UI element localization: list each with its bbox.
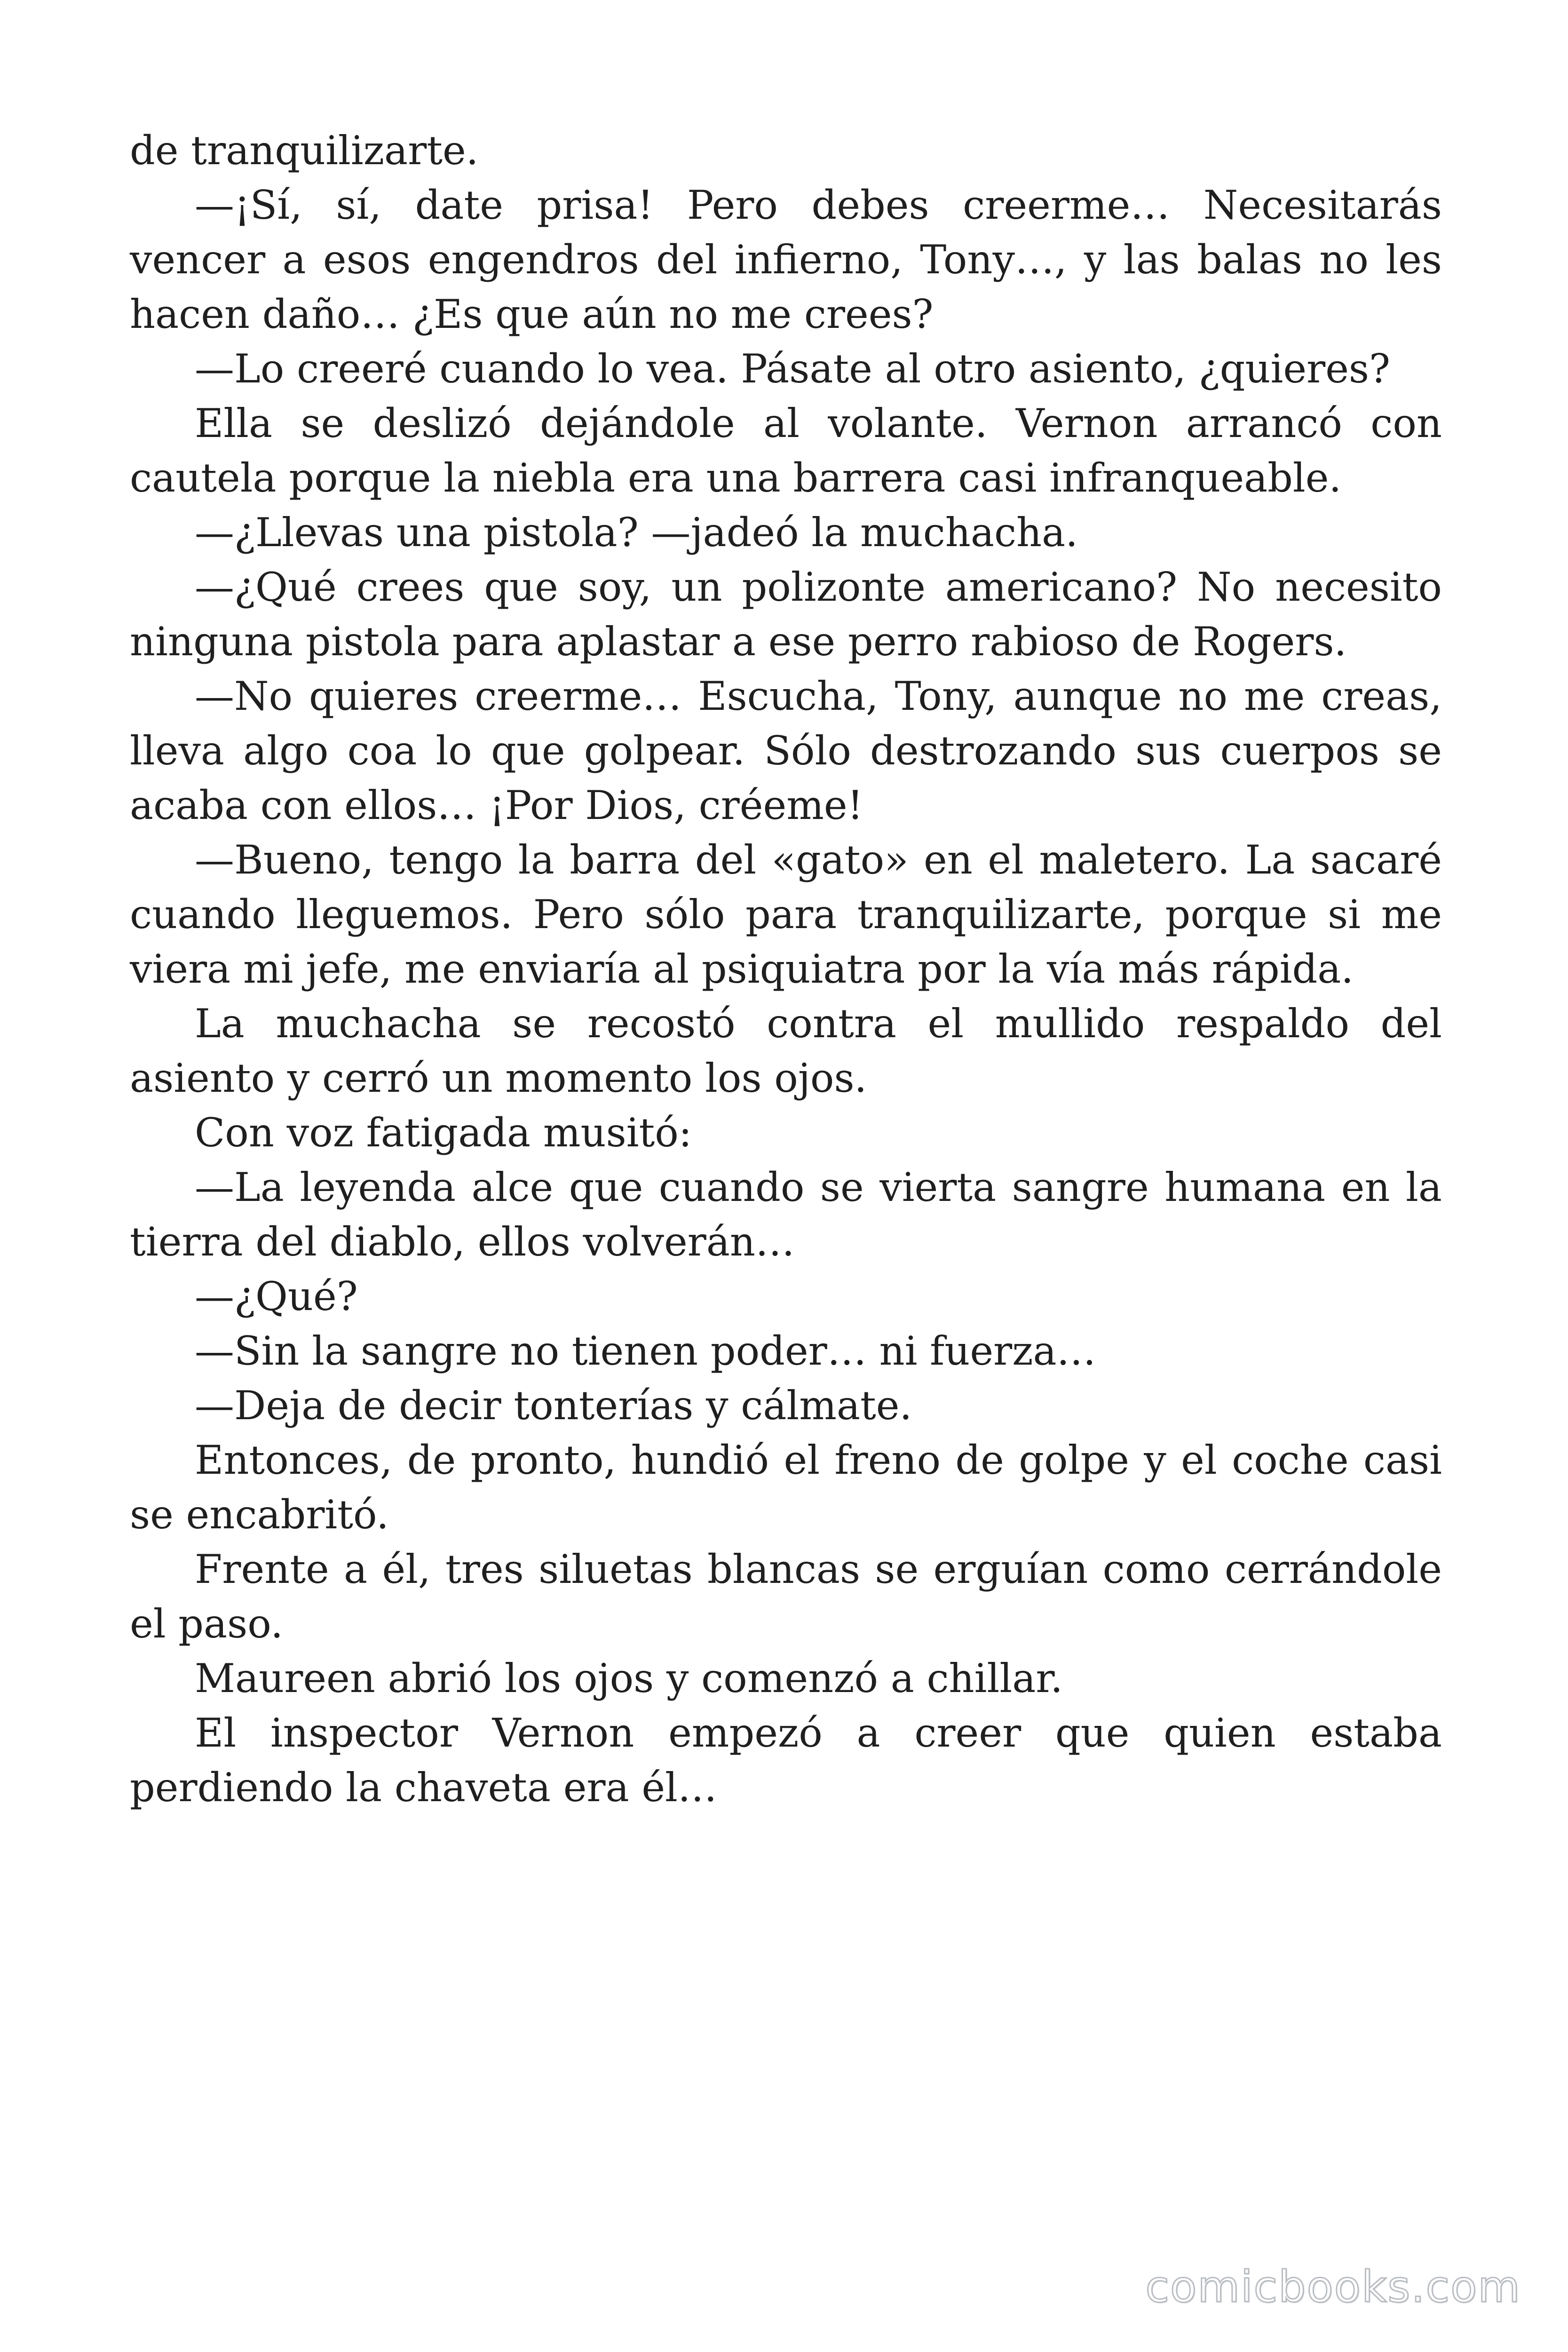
paragraph: Frente a él, tres siluetas blancas se erguían como cerrándole el paso.	[130, 1546, 1442, 1647]
paragraph: —¿Qué crees que soy, un polizonte americano? No necesito ninguna pistola para aplastar a ese perro rabioso de Rogers.	[130, 564, 1442, 665]
paragraph: Ella se deslizó dejándole al volante. Vernon arrancó con cautela porque la niebla era una barrera casi infranqueable.	[130, 400, 1442, 501]
paragraph: —¡Sí, sí, date prisa! Pero debes creerme… Necesitarás vencer a esos engendros del infierno, Tony…, y las balas no les hacen daño… ¿Es que aún no me crees?	[130, 182, 1442, 337]
paragraph: —No quieres creerme… Escucha, Tony, aunque no me creas, lleva algo coa lo que golpear. Sólo destrozando sus cuerpos se acaba con ellos… ¡Por Dios, créeme!	[130, 673, 1442, 828]
paragraph: de tranquilizarte.	[130, 127, 479, 174]
paragraph: —Lo creeré cuando lo vea. Pásate al otro asiento, ¿quieres?	[195, 346, 1391, 392]
paragraph: —¿Qué?	[195, 1273, 358, 1319]
watermark: comicbooks.com	[1145, 2262, 1521, 2312]
paragraph: Entonces, de pronto, hundió el freno de golpe y el coche casi se encabritó.	[130, 1437, 1442, 1538]
paragraph: Con voz fatigada musitó:	[195, 1110, 692, 1156]
paragraph: La muchacha se recostó contra el mullido respaldo del asiento y cerró un momento los ojos.	[130, 1001, 1442, 1101]
paragraph: —Sin la sangre no tienen poder… ni fuerza…	[195, 1328, 1096, 1374]
body-text	[130, 123, 1442, 1815]
paragraph: —La leyenda alce que cuando se vierta sangre humana en la tierra del diablo, ellos volverán…	[130, 1164, 1442, 1265]
paragraph: —Bueno, tengo la barra del «gato» en el maletero. La sacaré cuando lleguemos. Pero sólo para tranquilizarte, porque si me viera mi jefe, me enviaría al psiquiatra por la vía más rápida.	[130, 837, 1442, 992]
paragraph: —Deja de decir tonterías y cálmate.	[195, 1383, 912, 1429]
paragraph: El inspector Vernon empezó a creer que quien estaba perdiendo la chaveta era él…	[130, 1710, 1442, 1811]
paragraph: —¿Llevas una pistola? —jadeó la muchacha.	[195, 509, 1078, 556]
paragraph: Maureen abrió los ojos y comenzó a chillar.	[195, 1655, 1063, 1701]
